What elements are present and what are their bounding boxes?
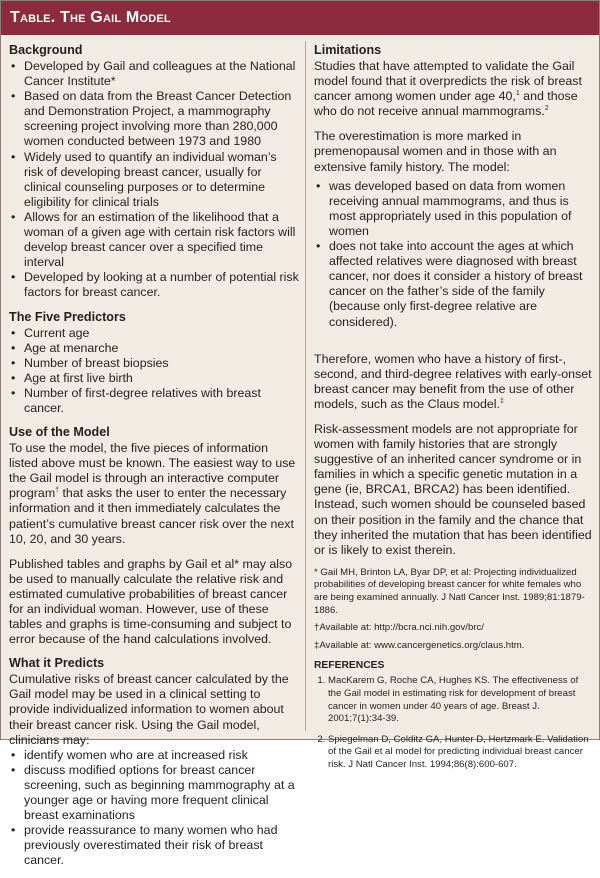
right-column	[314, 43, 594, 780]
footnote-gail: * Gail MH, Brinton LA, Byar DP, et al: Projecting individualized probabilities of developing breast cancer for white females who are being examined annually. J Natl Cancer Inst. 1989;81:1879-1886.	[314, 566, 585, 616]
use-heading: Use of the Model	[9, 425, 110, 440]
use-paragraph-1	[9, 441, 299, 547]
limitations-paragraph-1	[314, 59, 594, 119]
list-item: • Age at menarche	[24, 341, 299, 356]
background-list	[9, 59, 299, 301]
limitations-paragraph-4: Risk-assessment models are not appropriate for women with family histories that are strongly suggestive of an inherited cancer syndrome or in families in which a specific genetic mutation in a gene (ie, BRCA1, BRCA2) has been identified. Instead, such women should be counseled based on their position in the family and the chance that they inherited the mutation that has been identified or is likely to exist therein.	[314, 421, 592, 557]
footnotes	[314, 567, 594, 653]
list-item: • Widely used to quantify an individual woman’s risk of developing breast cancer, usually for clinical counseling purposes or to determine eligibility for clinical trials	[24, 150, 299, 210]
references-heading: REFERENCES	[314, 660, 385, 672]
list-item: • does not take into account the ages at which affected relatives were diagnosed with breast cancer, nor does it consider a history of breast cancer on the father’s side of the family (because only first-degree relative are considered).	[329, 239, 594, 330]
list-item: • Based on data from the Breast Cancer Detection and Demonstration Project, a mammography screening project involving more than 280,000 women conducted between 1973 and 1980	[24, 89, 299, 149]
references-list	[314, 675, 594, 771]
limitations-section	[314, 43, 594, 558]
limitations-heading: Limitations	[314, 43, 382, 57]
text-run: that asks the user to enter the necessary information and it then immediately calculates the patient’s cumulative breast cancer risk over the next 10, 20, and 30 years.	[9, 486, 294, 546]
list-item: • provide reassurance to many women who had previously overestimated their risk of breast cancer.	[24, 823, 299, 868]
list-item: • Developed by Gail and colleagues at the National Cancer Institute*	[24, 59, 299, 89]
predicts-heading: What it Predicts	[9, 656, 105, 671]
title-bar	[1, 1, 599, 35]
list-item: • identify women who are at increased risk	[24, 748, 299, 763]
background-section	[9, 43, 299, 301]
column-divider	[305, 41, 306, 731]
list-item: • Number of breast biopsies	[24, 356, 299, 371]
background-heading: Background	[9, 43, 83, 57]
limitations-paragraph-2: The overestimation is more marked in premenopausal women and in those with an extensive family history. The model:	[314, 129, 557, 174]
predictors-list	[9, 326, 299, 417]
limitations-paragraph-3	[314, 352, 594, 412]
list-item: • was developed based on data from women receiving annual mammograms, and thus is most appropriately used in this population of women	[329, 179, 594, 239]
list-item: • Number of first-degree relatives with breast cancer.	[24, 386, 299, 416]
footnote-claus-link[interactable]: ‡Available at: www.cancergenetics.org/claus.htm.	[314, 639, 525, 651]
references-section	[314, 658, 594, 771]
predicts-intro: Cumulative risks of breast cancer calculated by the Gail model may be used in a clinical setting to provide individualized information to women about their breast cancer risk. Using the Gail model, clinicians may:	[9, 672, 289, 747]
text-run: To use the model, the five pieces of information listed above must be known. The easiest way to use the Gail model is through an interactive computer program	[9, 441, 296, 501]
reference-item: 2. Spiegelman D, Colditz GA, Hunter D, Hertzmark E. Validation of the Gail et al model for predicting individual breast cancer risk. J Natl Cancer Inst. 1994;86(8):600-607.	[328, 734, 594, 772]
footnote-mark: 1	[515, 90, 520, 98]
list-item: • Age at first live birth	[24, 371, 299, 386]
reference-item: 1. MacKarem G, Roche CA, Hughes KS. The effectiveness of the Gail model in estimating risk for development of breast cancer in women under 40 years of age. Breast J. 2001;7(1):34-39.	[328, 675, 594, 725]
text-run: and those who do not receive annual mammograms.	[314, 89, 578, 119]
footnote-mark: †	[55, 487, 60, 495]
list-item: • Allows for an estimation of the likelihood that a woman of a given age with certain risk factors will develop breast cancer over a specified time interval	[24, 210, 299, 270]
text-run: Studies that have attempted to validate the Gail model found that it overpredicts the risk of breast cancer among women under age 40,	[314, 59, 582, 104]
table-title: Table. The Gail Model	[10, 9, 171, 26]
list-item: • Current age	[24, 326, 299, 341]
predicts-list	[9, 748, 299, 869]
text-run: Therefore, women who have a history of first-, second, and third-degree relatives with early-onset breast cancer may benefit from the use of other models, such as the Claus model.	[314, 351, 592, 411]
predicts-section	[9, 656, 299, 868]
list-item: • discuss modified options for breast cancer screening, such as beginning mammography at a younger age or having more frequent clinical breast examinations	[24, 763, 299, 823]
predictors-heading: The Five Predictors	[9, 309, 126, 324]
list-item: • Developed by looking at a number of potential risk factors for breast cancer.	[24, 270, 299, 300]
predictors-section	[9, 310, 299, 417]
use-section	[9, 425, 299, 647]
left-column	[9, 43, 299, 878]
limitations-list	[314, 179, 594, 330]
footnote-bcra-link[interactable]: †Available at: http://bcra.nci.nih.gov/brc/	[314, 622, 484, 634]
footnote-mark: ‡	[499, 397, 504, 405]
footnote-mark: 2	[544, 105, 549, 113]
use-paragraph-2: Published tables and graphs by Gail et al* may also be used to manually calculate the relative risk and estimated cumulative probabilities of breast cancer for an individual woman. However, use of these tables and graphs is time-consuming and subject to error because of the hand calculations involved.	[9, 556, 293, 647]
